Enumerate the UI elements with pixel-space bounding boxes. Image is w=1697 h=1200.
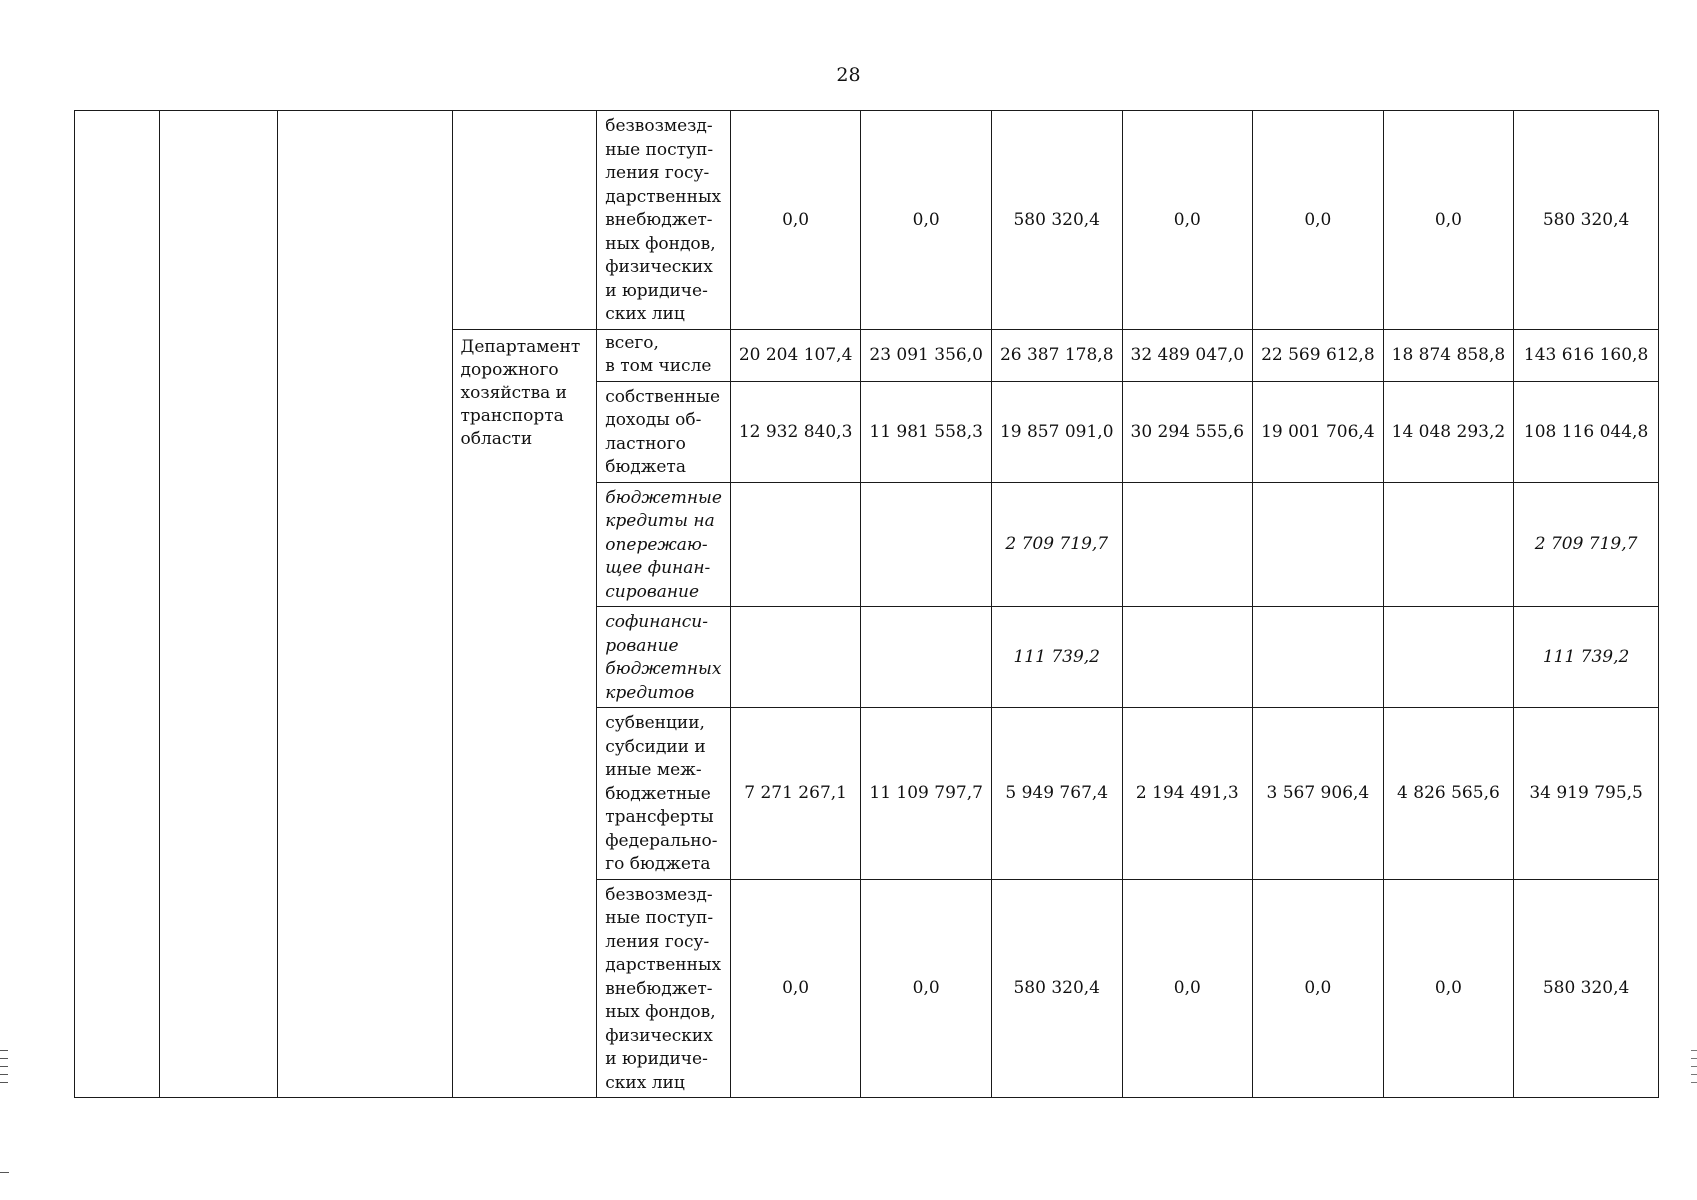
value-cell: 0,0 bbox=[1122, 879, 1253, 1098]
left-margin-marks bbox=[0, 1050, 8, 1090]
value-cell bbox=[730, 607, 861, 708]
empty-column-1 bbox=[75, 111, 160, 1098]
value-cell: 19 857 091,0 bbox=[991, 381, 1122, 482]
total-cell: 108 116 044,8 bbox=[1514, 381, 1659, 482]
value-cell bbox=[1253, 482, 1384, 607]
value-cell bbox=[861, 482, 992, 607]
funding-table bbox=[74, 110, 1659, 1098]
value-cell: 580 320,4 bbox=[991, 111, 1122, 330]
value-cell: 0,0 bbox=[1253, 111, 1384, 330]
value-cell bbox=[861, 607, 992, 708]
funding-source-cell: всего, в том числе bbox=[597, 329, 731, 381]
value-cell: 0,0 bbox=[730, 111, 861, 330]
value-cell: 4 826 565,6 bbox=[1383, 708, 1514, 880]
value-cell: 23 091 356,0 bbox=[861, 329, 992, 381]
total-cell: 111 739,2 bbox=[1514, 607, 1659, 708]
total-cell: 34 919 795,5 bbox=[1514, 708, 1659, 880]
value-cell: 7 271 267,1 bbox=[730, 708, 861, 880]
empty-column-3 bbox=[278, 111, 452, 1098]
value-cell: 0,0 bbox=[1253, 879, 1384, 1098]
funding-source-cell: бюджетные кредиты на опережаю- щее финан- сирование bbox=[597, 482, 731, 607]
value-cell: 5 949 767,4 bbox=[991, 708, 1122, 880]
value-cell: 0,0 bbox=[1383, 111, 1514, 330]
bottom-left-mark bbox=[0, 1172, 9, 1173]
value-cell: 32 489 047,0 bbox=[1122, 329, 1253, 381]
value-cell: 12 932 840,3 bbox=[730, 381, 861, 482]
value-cell: 18 874 858,8 bbox=[1383, 329, 1514, 381]
total-cell: 580 320,4 bbox=[1514, 879, 1659, 1098]
total-cell: 2 709 719,7 bbox=[1514, 482, 1659, 607]
value-cell: 580 320,4 bbox=[991, 879, 1122, 1098]
value-cell bbox=[1383, 482, 1514, 607]
empty-column-2 bbox=[160, 111, 278, 1098]
value-cell: 20 204 107,4 bbox=[730, 329, 861, 381]
value-cell: 11 109 797,7 bbox=[861, 708, 992, 880]
value-cell: 2 709 719,7 bbox=[991, 482, 1122, 607]
value-cell: 22 569 612,8 bbox=[1253, 329, 1384, 381]
value-cell bbox=[1122, 482, 1253, 607]
page-number: 28 bbox=[836, 64, 861, 86]
value-cell: 14 048 293,2 bbox=[1383, 381, 1514, 482]
value-cell: 11 981 558,3 bbox=[861, 381, 992, 482]
value-cell: 0,0 bbox=[861, 879, 992, 1098]
total-cell: 143 616 160,8 bbox=[1514, 329, 1659, 381]
funding-source-cell: субвенции, субсидии и иные меж- бюджетные трансферты федерально- го бюджета bbox=[597, 708, 731, 880]
value-cell bbox=[1253, 607, 1384, 708]
value-cell bbox=[1122, 607, 1253, 708]
right-margin-marks bbox=[1691, 1050, 1697, 1090]
total-cell: 580 320,4 bbox=[1514, 111, 1659, 330]
value-cell: 0,0 bbox=[1383, 879, 1514, 1098]
funding-source-cell: безвозмезд- ные поступ- ления госу- дарственных внебюджет- ных фондов, физических и юридиче- ских лиц bbox=[597, 879, 731, 1098]
empty-dept-cell bbox=[452, 111, 597, 330]
funding-source-cell: безвозмезд- ные поступ- ления госу- дарственных внебюджет- ных фондов, физических и юридиче- ских лиц bbox=[597, 111, 731, 330]
value-cell: 0,0 bbox=[861, 111, 992, 330]
value-cell: 111 739,2 bbox=[991, 607, 1122, 708]
value-cell: 3 567 906,4 bbox=[1253, 708, 1384, 880]
value-cell: 2 194 491,3 bbox=[1122, 708, 1253, 880]
value-cell: 19 001 706,4 bbox=[1253, 381, 1384, 482]
value-cell bbox=[1383, 607, 1514, 708]
value-cell bbox=[730, 482, 861, 607]
department-cell: Департамент дорожного хозяйства и транспорта области bbox=[452, 329, 597, 1098]
funding-source-cell: софинанси- рование бюджетных кредитов bbox=[597, 607, 731, 708]
value-cell: 26 387 178,8 bbox=[991, 329, 1122, 381]
table-row bbox=[75, 111, 1659, 330]
value-cell: 0,0 bbox=[730, 879, 861, 1098]
value-cell: 0,0 bbox=[1122, 111, 1253, 330]
value-cell: 30 294 555,6 bbox=[1122, 381, 1253, 482]
funding-source-cell: собственные доходы об- ластного бюджета bbox=[597, 381, 731, 482]
